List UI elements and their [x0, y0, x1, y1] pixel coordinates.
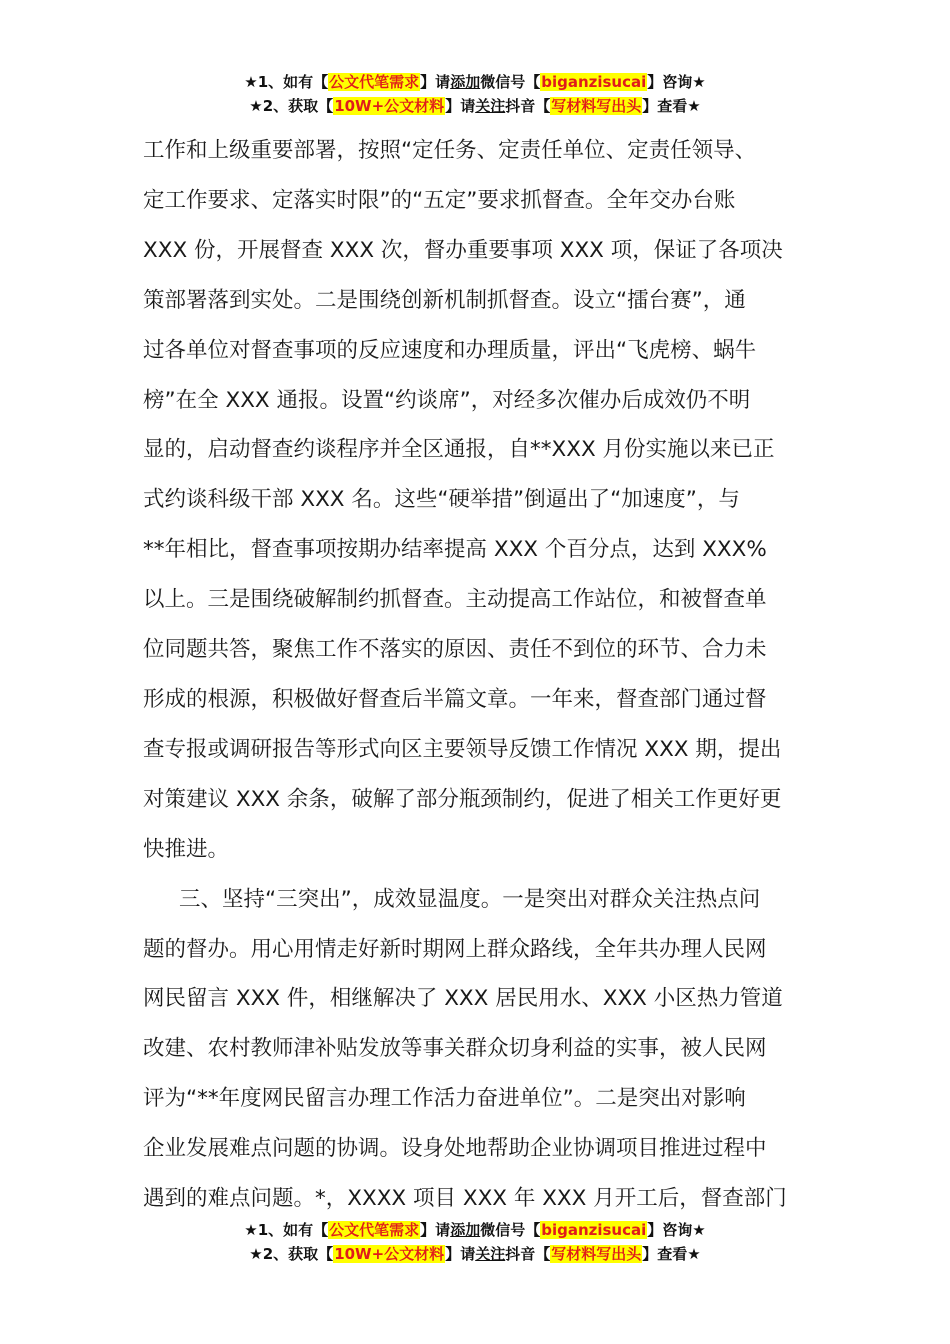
text-line: 遇到的难点问题。*，XXXX 项目 XXX 年 XXX 月开工后，督查部门: [143, 1186, 787, 1212]
highlight-text: biganzisucai: [541, 1221, 647, 1239]
highlight-text: 公文代笔需求: [329, 1221, 420, 1239]
text-line: 榜”在全 XXX 通报。设置“约谈席”，对经多次催办后成效仍不明: [143, 387, 751, 413]
banner-line-1: [0, 1218, 950, 1242]
banner-text: ★1、如有【: [244, 73, 329, 91]
banner-text: 】咨询★: [647, 1221, 706, 1239]
text-line: XXX 份，开展督查 XXX 次，督办重要事项 XXX 项，保证了各项决: [143, 237, 783, 263]
text-line: 对策建议 XXX 余条，破解了部分瓶颈制约，促进了相关工作更好更: [143, 786, 782, 812]
text-line: 以上。三是围绕破解制约抓督查。主动提高工作站位，和被督查单: [143, 587, 767, 613]
highlight-text: 10W+公文材料: [334, 97, 445, 115]
text-line: 企业发展难点问题的协调。设身处地帮助企业协调项目推进过程中: [143, 1136, 767, 1162]
banner-line-1: [0, 70, 950, 94]
text-line: 网民留言 XXX 件，相继解决了 XXX 居民用水、XXX 小区热力管道: [143, 986, 783, 1012]
highlight-text: 公文代笔需求: [329, 73, 420, 91]
text-line: 位同题共答，聚焦工作不落实的原因、责任不到位的环节、合力未: [143, 637, 767, 663]
banner-text: ★1、如有【: [244, 1221, 329, 1239]
underlined-text: 关注: [475, 97, 506, 115]
text-line: **年相比，督查事项按期办结率提高 XXX 个百分点，达到 XXX%: [143, 537, 767, 563]
underlined-text: 添加: [450, 73, 481, 91]
text-line: 工作和上级重要部署，按照“定任务、定责任单位、定责任领导、: [143, 138, 757, 163]
text-line: 评为“**年度网民留言办理工作活力奋进单位”。二是突出对影响: [143, 1086, 746, 1112]
text-line: 定工作要求、定落实时限”的“五定”要求抓督查。全年交办台账: [143, 187, 736, 213]
banner-text: 】请: [445, 1245, 476, 1263]
text-line: 式约谈科级干部 XXX 名。这些“硬举措”倒逼出了“加速度”，与: [143, 487, 740, 513]
banner-text: 】查看★: [642, 1245, 701, 1263]
banner-text: 微信号【: [480, 1221, 541, 1239]
text-line: 策部署落到实处。二是围绕创新机制抓督查。设立“擂台赛”，通: [143, 287, 746, 313]
banner-text: 抖音【: [505, 1245, 551, 1263]
banner-line-2: [0, 94, 950, 118]
highlight-text: 10W+公文材料: [334, 1245, 445, 1263]
underlined-text: 关注: [475, 1245, 506, 1263]
banner-text: ★2、获取【: [249, 1245, 334, 1263]
highlight-text: 写材料写出头: [551, 97, 642, 115]
banner-text: 】请: [420, 1221, 451, 1239]
section-heading-line: 三、坚持“三突出”，成效显温度。一是突出对群众关注热点问: [179, 886, 761, 912]
text-line: 查专报或调研报告等形式向区主要领导反馈工作情况 XXX 期，提出: [143, 736, 782, 762]
banner-text: 】查看★: [642, 97, 701, 115]
text-line: 过各单位对督查事项的反应速度和办理质量，评出“飞虎榜、蜗牛: [143, 337, 757, 363]
banner-text: ★2、获取【: [249, 97, 334, 115]
body-text: [143, 126, 807, 1224]
text-line: 显的，启动督查约谈程序并全区通报，自**XXX 月份实施以来已正: [143, 437, 775, 463]
highlight-text: biganzisucai: [541, 73, 647, 91]
text-line: 题的督办。用心用情走好新时期网上群众路线，全年共办理人民网: [143, 936, 767, 962]
banner-text: 抖音【: [505, 97, 551, 115]
bottom-banner: [0, 1218, 950, 1266]
banner-line-2: [0, 1242, 950, 1266]
banner-text: 】请: [445, 97, 476, 115]
banner-text: 微信号【: [480, 73, 541, 91]
text-line: 快推进。: [143, 836, 230, 862]
text-line: 改建、农村教师津补贴发放等事关群众切身利益的实事，被人民网: [143, 1036, 767, 1062]
banner-text: 】请: [420, 73, 451, 91]
highlight-text: 写材料写出头: [551, 1245, 642, 1263]
top-banner: [0, 70, 950, 118]
banner-text: 】咨询★: [647, 73, 706, 91]
text-line: 形成的根源，积极做好督查后半篇文章。一年来，督查部门通过督: [143, 686, 767, 712]
underlined-text: 添加: [450, 1221, 481, 1239]
